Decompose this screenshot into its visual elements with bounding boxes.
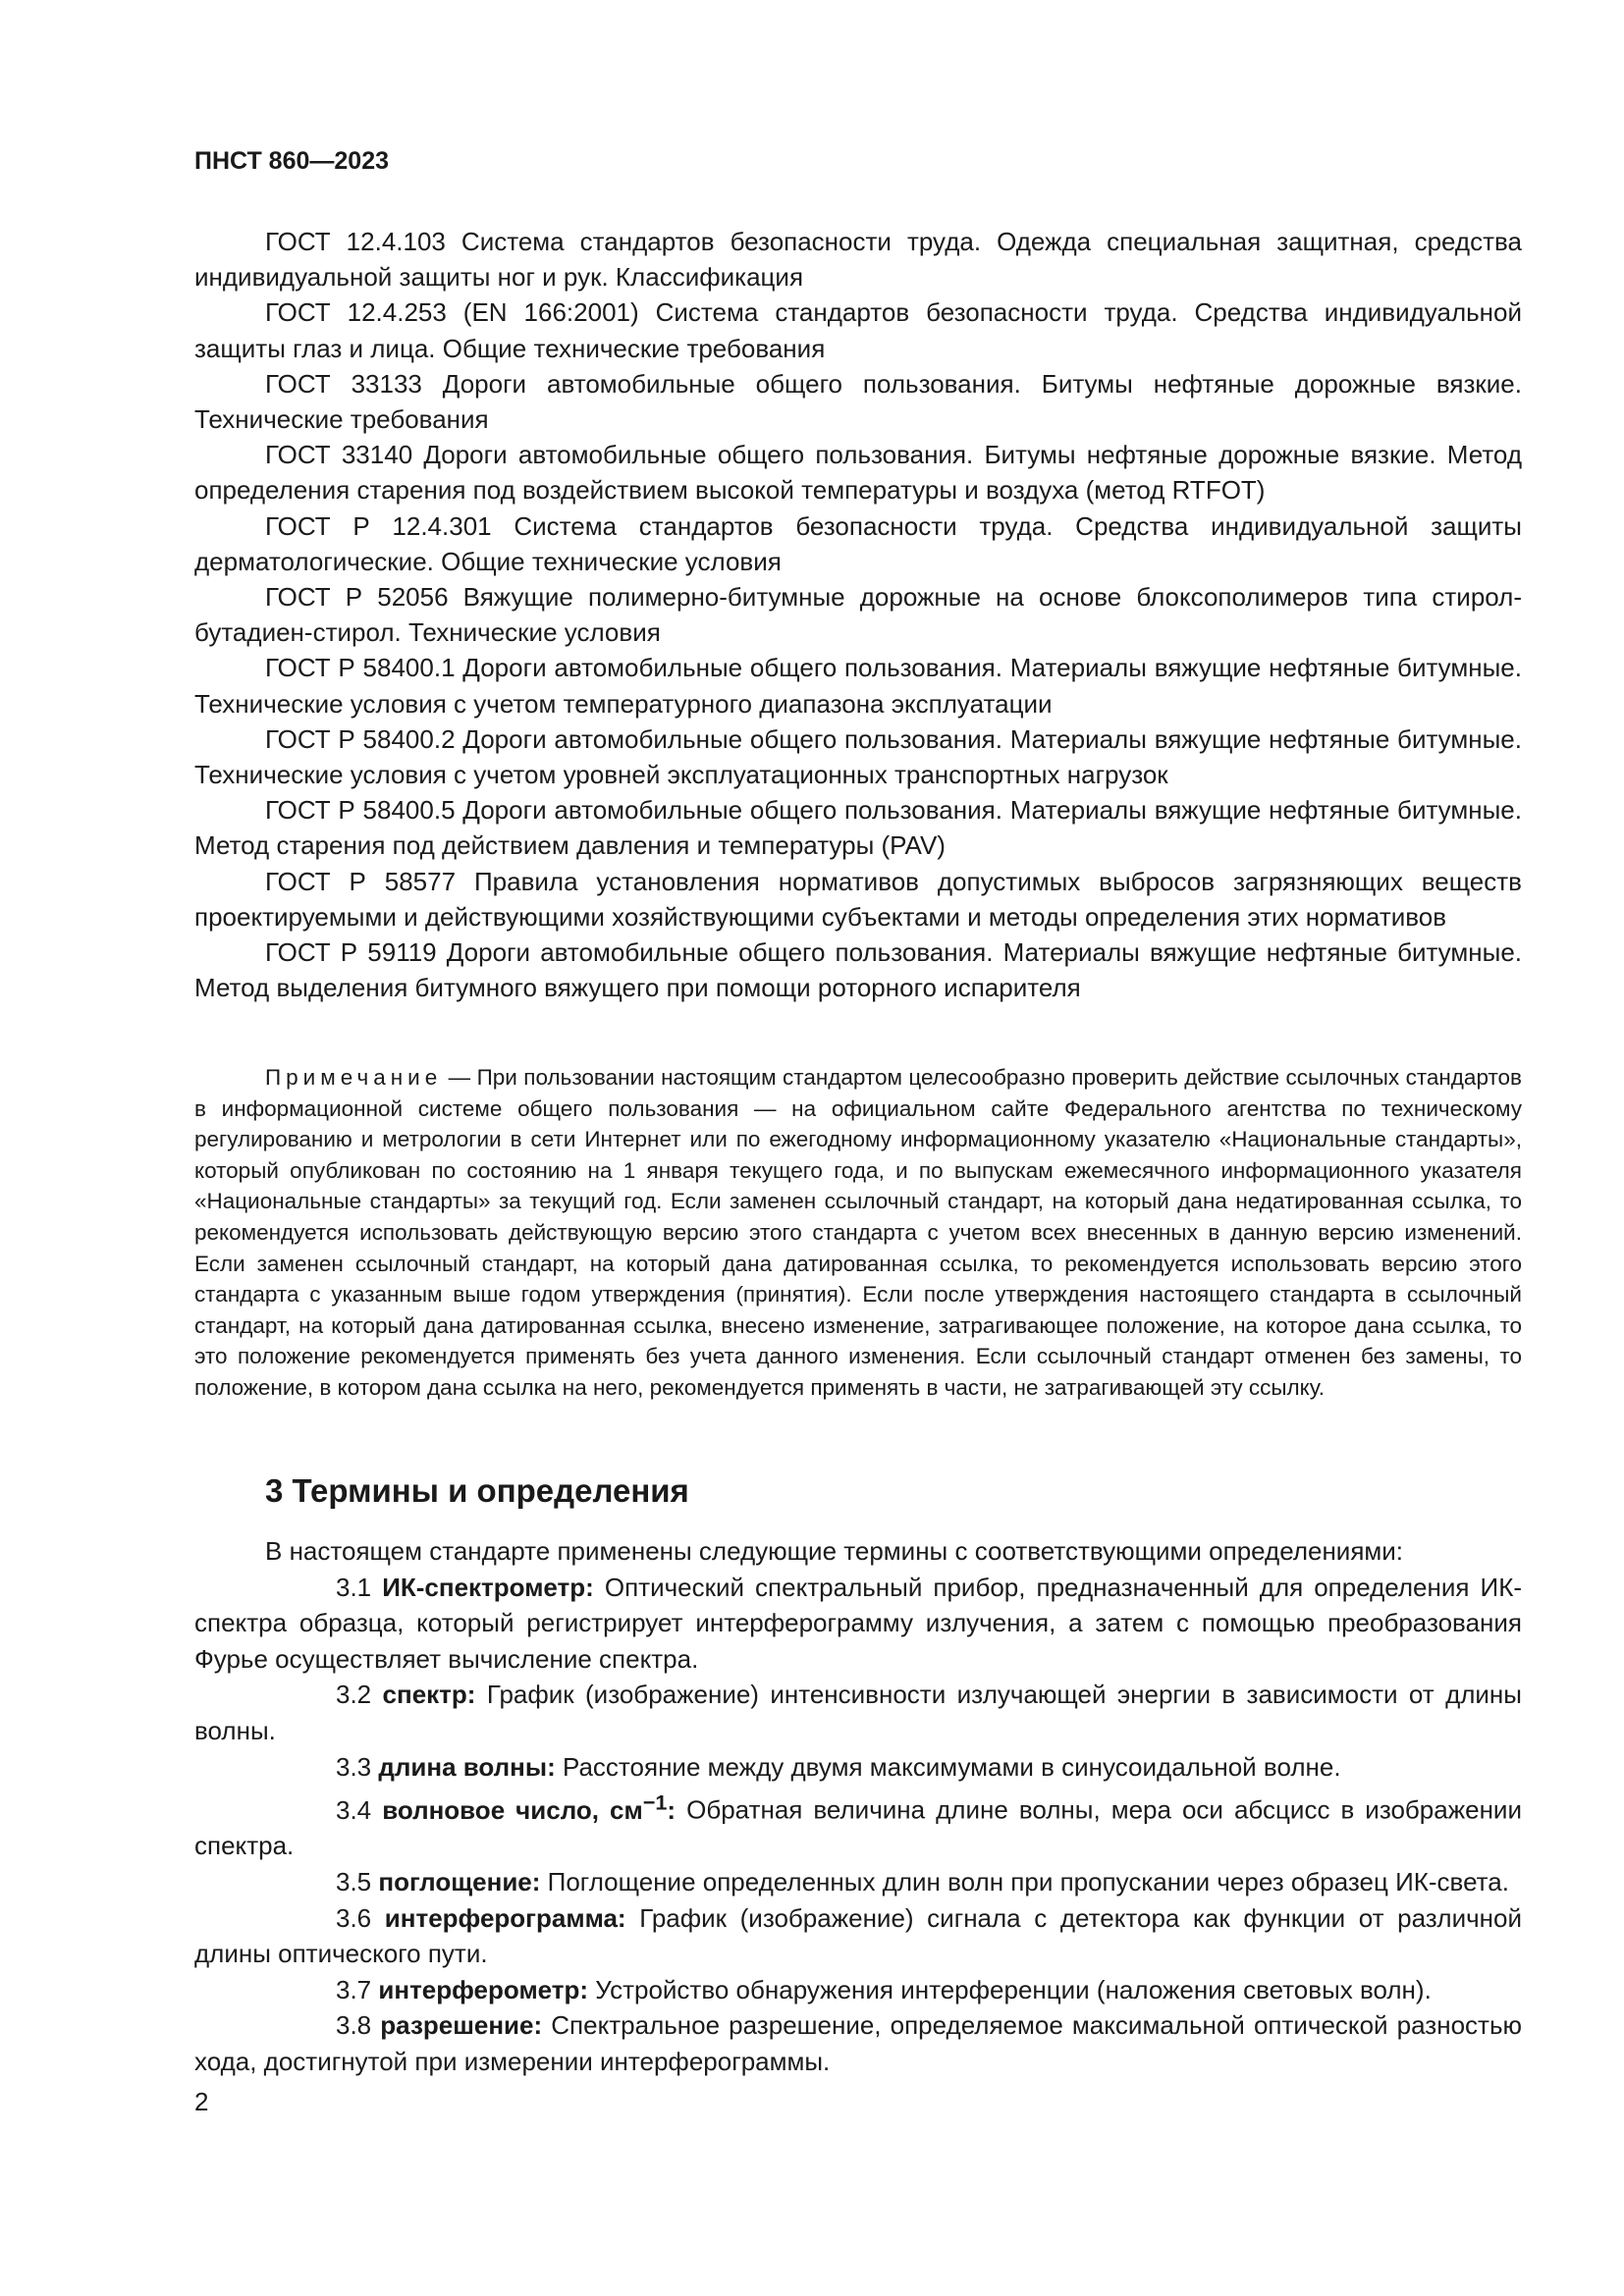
note-paragraph xyxy=(194,1062,1522,1404)
term-number: 3.5 xyxy=(336,1867,372,1896)
terms-list xyxy=(194,1533,1522,2080)
term-number: 3.2 xyxy=(336,1680,372,1710)
term-entry xyxy=(194,1900,1522,1972)
term-name: интерферограмма: xyxy=(384,1902,626,1933)
reference-item: ГОСТ Р 52056 Вяжущие полимерно-битумные дорожные на основе блоксополимеров типа стирол-бутадиен-стирол. Технические условия xyxy=(194,582,1522,648)
note-text: — При пользовании настоящим стандартом целесообразно проверить действие ссылочных стандартов в информационной системе общего пользования — на официальном сайте Федерального агентства по техническому регулированию и метрологии в сети Интернет или по ежегодному информационному указателю «Национальные стандарты», который опубликован по состоянию на 1 января текущего года, и по выпускам ежемесячного информационного указателя «Национальные стандарты» за текущий год. Если заменен ссылочный стандарт, на который дана недатированная ссылка, то рекомендуется использовать действующую версию этого стандарта с учетом всех внесенных в данную версию изменений. Если заменен ссылочный стандарт, на который дана датированная ссылка, то рекомендуется использовать версию этого стандарта с указанным выше годом утверждения (принятия). Если после утверждения настоящего стандарта в ссылочный стандарт, на который дана датированная ссылка, внесено изменение, затрагивающее положение, на которое дана ссылка, то это положение рекомендуется применять без учета данного изменения. Если ссылочный стандарт отменен без замены, то положение, в котором дана ссылка на него, рекомендуется применять в части, не затрагивающей эту ссылку. xyxy=(194,1065,1522,1400)
section-title: 3 Термины и определения xyxy=(265,1472,689,1509)
term-number: 3.3 xyxy=(336,1751,372,1782)
reference-item: ГОСТ 33133 Дороги автомобильные общего пользования. Битумы нефтяные дорожные вязкие. Технические требования xyxy=(194,368,1522,435)
term-entry xyxy=(194,1864,1522,1900)
term-name: поглощение: xyxy=(378,1867,541,1896)
reference-item: ГОСТ Р 58400.5 Дороги автомобильные общего пользования. Материалы вяжущие нефтяные битумные. Метод старения под действием давления и температуры (PAV) xyxy=(194,795,1522,861)
term-number: 3.6 xyxy=(336,1902,372,1933)
term-entry xyxy=(194,1749,1522,1786)
term-number: 3.1 xyxy=(336,1572,372,1602)
term-entry xyxy=(194,1570,1522,1678)
term-name: длина волны: xyxy=(378,1751,556,1782)
term-entry xyxy=(194,1677,1522,1748)
term-name: разрешение: xyxy=(380,2010,543,2041)
page-number: 2 xyxy=(194,2087,209,2116)
reference-item: ГОСТ 12.4.253 (EN 166:2001) Система стандартов безопасности труда. Средства индивидуальной защиты глаз и лица. Общие технические требования xyxy=(194,297,1522,363)
term-definition: Обратная величина длине волны, мера оси абсцисс в изображении спектра. xyxy=(194,1794,1522,1861)
term-definition: График (изображение) интенсивности излучающей энергии в зависимости от длины волны. xyxy=(194,1680,1522,1745)
term-name xyxy=(382,1789,677,1825)
term-name-text: волновое число, см xyxy=(382,1794,643,1825)
reference-item: ГОСТ Р 58577 Правила установления нормативов допустимых выбросов загрязняющих веществ проектируемыми и действующими хозяйствующими субъектами и методы определения этих нормативов xyxy=(194,866,1522,932)
normative-references-list xyxy=(194,224,1522,1005)
term-definition: Поглощение определенных длин волн при пропускании через образец ИК-света. xyxy=(540,1867,1509,1896)
term-name: спектр: xyxy=(382,1680,476,1710)
term-definition: Устройство обнаружения интерференции (наложения световых волн). xyxy=(588,1974,1432,2004)
term-definition: Спектральное разрешение, определяемое максимальной оптической разностью хода, достигнутой при измерении интерферограммы. xyxy=(194,2010,1523,2076)
term-colon: : xyxy=(667,1794,677,1825)
term-entry xyxy=(194,1785,1522,1864)
reference-item: ГОСТ Р 58400.2 Дороги автомобильные общего пользования. Материалы вяжущие нефтяные битумные. Технические условия с учетом уровней эксплуатационных транспортных нагрузок xyxy=(194,723,1522,790)
reference-item: ГОСТ 33140 Дороги автомобильные общего пользования. Битумы нефтяные дорожные вязкие. Метод определения старения под воздействием высокой температуры и воздуха (метод RTFOT) xyxy=(194,440,1522,506)
term-name: ИК-спектрометр: xyxy=(382,1572,594,1602)
term-number: 3.4 xyxy=(336,1794,372,1825)
section-intro: В настоящем стандарте применены следующие термины с соответствующими определениями: xyxy=(265,1536,1404,1566)
term-definition: Оптический спектральный прибор, предназначенный для определения ИК-спектра образца, который регистрирует интерферограмму излучения, а затем с помощью преобразования Фурье осуществляет вычисление спектра. xyxy=(194,1572,1522,1674)
note-label: Примечание xyxy=(265,1065,443,1090)
term-superscript: −1 xyxy=(642,1789,668,1815)
reference-item: ГОСТ 12.4.103 Система стандартов безопасности труда. Одежда специальная защитная, средства индивидуальной защиты ног и рук. Классификация xyxy=(194,227,1522,293)
term-number: 3.7 xyxy=(336,1974,372,2004)
term-name: интерферометр: xyxy=(378,1974,589,2004)
reference-item: ГОСТ Р 58400.1 Дороги автомобильные общего пользования. Материалы вяжущие нефтяные битумные. Технические условия с учетом температурного диапазона эксплуатации xyxy=(194,653,1522,719)
term-definition: График (изображение) сигнала с детектора как функции от различной длины оптического пути. xyxy=(194,1902,1522,1969)
term-entry xyxy=(194,1972,1522,2008)
document-id-header: ПНСТ 860—2023 xyxy=(194,147,389,175)
reference-item: ГОСТ Р 12.4.301 Система стандартов безопасности труда. Средства индивидуальной защиты дерматологические. Общие технические условия xyxy=(194,510,1522,576)
term-definition: Расстояние между двумя максимумами в синусоидальной волне. xyxy=(555,1751,1341,1782)
reference-item: ГОСТ Р 59119 Дороги автомобильные общего пользования. Материалы вяжущие нефтяные битумные. Метод выделения битумного вяжущего при помощи роторного испарителя xyxy=(194,937,1522,1003)
note-block xyxy=(194,1062,1522,1404)
term-entry xyxy=(194,2007,1522,2079)
term-number: 3.8 xyxy=(336,2010,372,2041)
